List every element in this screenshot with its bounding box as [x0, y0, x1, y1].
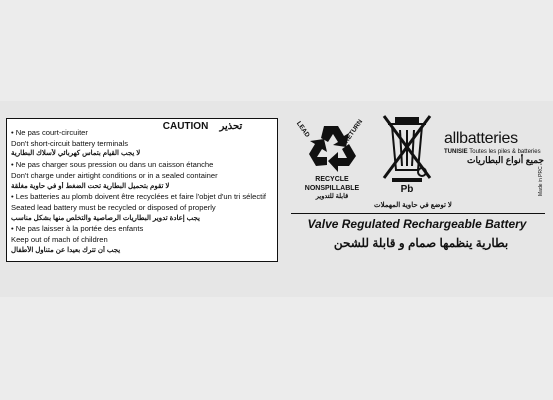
crossed-bin: [374, 112, 452, 212]
made-in-label: Made in PRC: [538, 166, 544, 196]
brand-tagline-text: Toutes les piles & batteries: [469, 149, 541, 155]
caution-title-ar: تحذير: [219, 121, 243, 132]
caution-line: • Ne pas laisser à la portée des enfants: [11, 224, 144, 234]
valve-title: Valve Regulated Rechargeable Battery: [307, 217, 527, 231]
caution-line: لا يجب القيام بتماس كهربائي لأسلاك البطارية: [11, 150, 141, 158]
caution-title-en: CAUTION: [162, 121, 209, 132]
caution-line: Don't charge under airtight conditions or in a sealed container: [11, 170, 218, 180]
valve-title-ar: بطارية ينظمها صمام و قابلة للشحن: [333, 236, 509, 250]
valve-divider: [291, 213, 545, 214]
crossed-bin-icon: [378, 112, 436, 184]
caution-line: يجب إعادة تدوير البطاريات الرصاصية والتخلص منها بشكل مناسب: [11, 214, 200, 222]
caution-line: • Ne pas charger sous pression ou dans un caisson étanche: [11, 160, 214, 170]
caution-lines: [11, 128, 276, 256]
brand-country: TUNISIE: [444, 149, 468, 155]
recycle-line2: NONSPILLABLE: [304, 184, 360, 192]
recycle-return-label: RETURN: [342, 118, 365, 145]
brand-ar: جميع أنواع البطاريات: [467, 155, 544, 165]
caution-line: • Ne pas court-circuiter: [11, 128, 88, 137]
recycle-line3: قابلة للتدوير: [315, 193, 349, 200]
recycle-lead-label: LEAD: [294, 120, 311, 139]
recycle-symbol: [292, 118, 372, 210]
caution-box: [6, 118, 278, 262]
caution-line: • Les batteries au plomb doivent être recyclées et faire l'objet d'un tri sélectif: [11, 192, 267, 202]
caution-line: Keep out of mach of children: [11, 235, 108, 245]
caution-line: Don't short-circuit battery terminals: [11, 138, 129, 148]
bin-ar-label: لا توضع في حاوية المهملات: [374, 202, 452, 209]
brand-logo: [444, 130, 544, 166]
bin-pb-label: Pb: [400, 184, 414, 195]
caution-line: Seated lead battery must be recycled or disposed of properly: [11, 202, 216, 212]
recycle-line1: RECYCLE: [315, 176, 349, 183]
caution-line: يجب أن تترك بعيدا عن متناول الأطفال: [11, 246, 121, 254]
brand-name: allbatteries: [444, 130, 518, 147]
caution-line: لا تقوم بتحميل البطارية تحت الضغط أو في حاوية مغلقة: [11, 182, 170, 190]
recycle-text: [292, 176, 372, 202]
